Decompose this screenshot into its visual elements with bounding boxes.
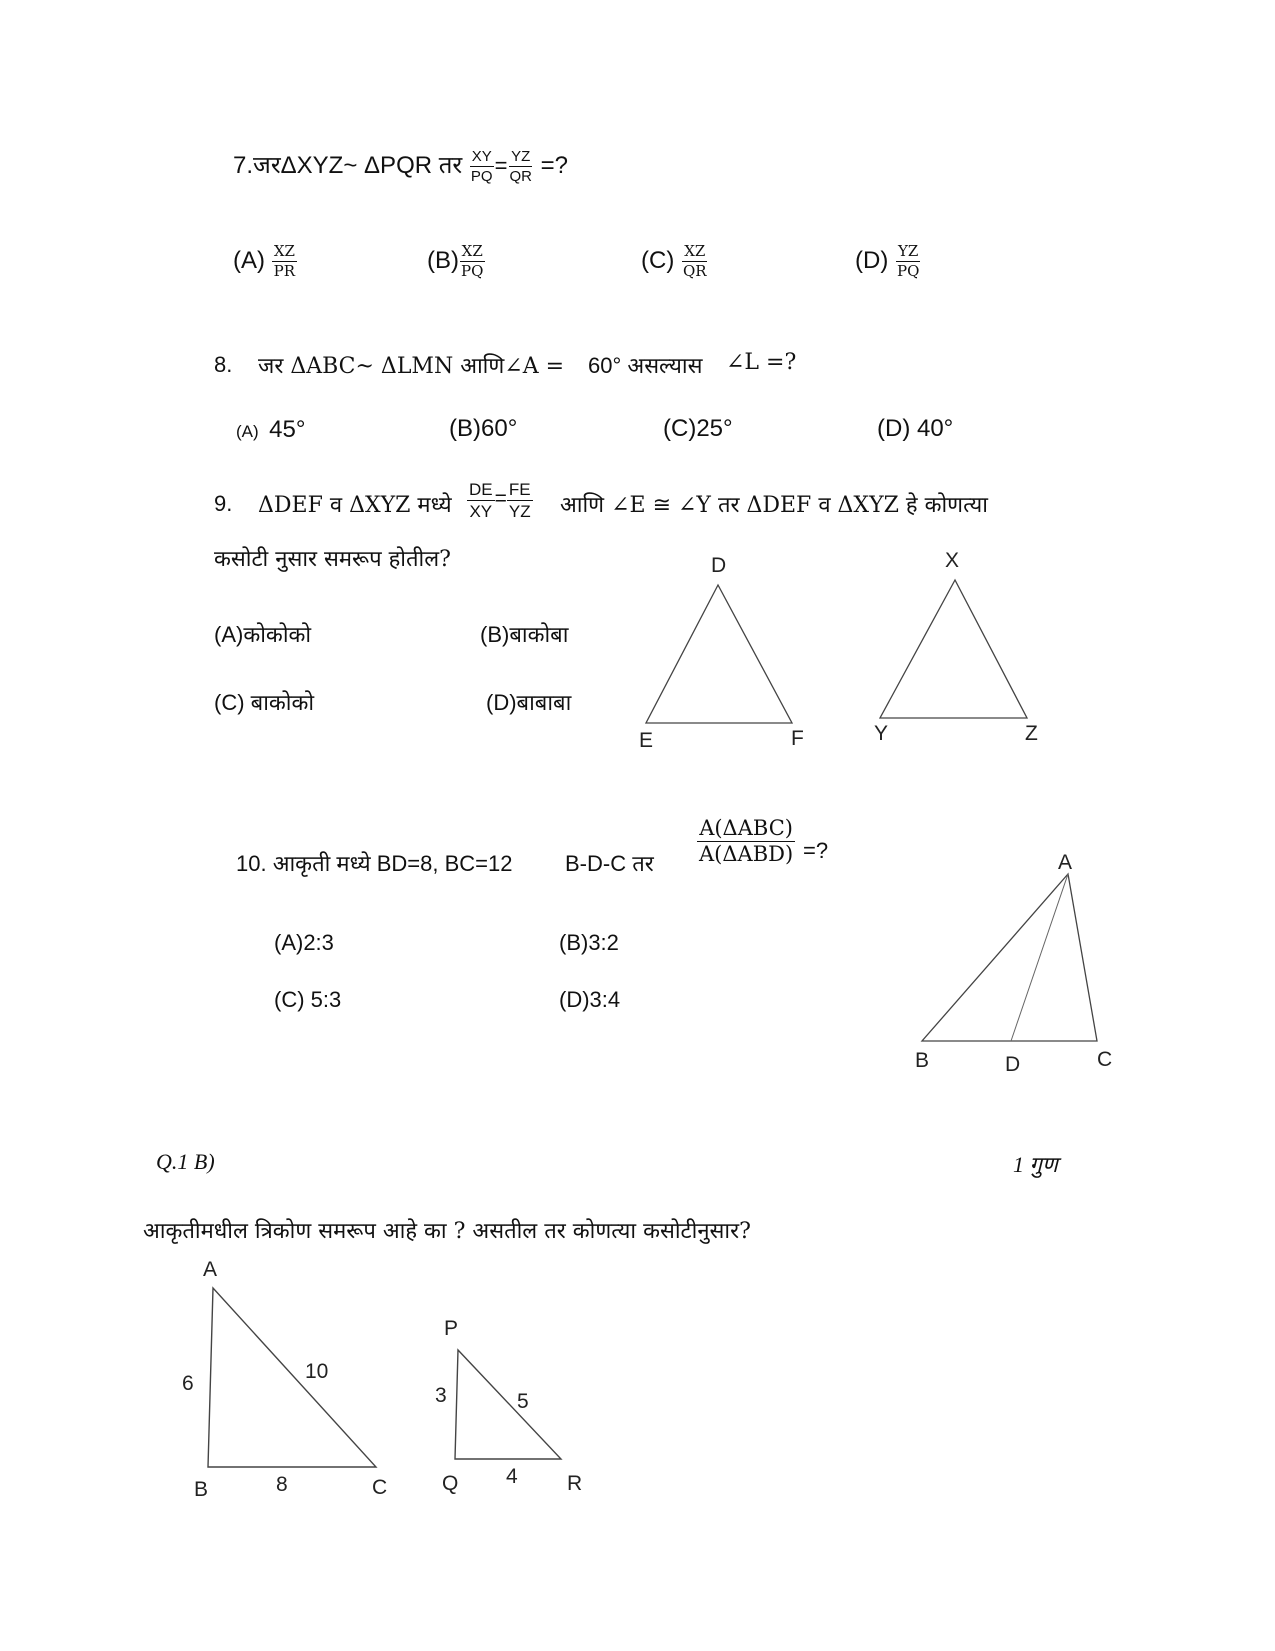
q10-option-d[interactable]: (D)3:4: [559, 987, 621, 1012]
q8-option-b[interactable]: (B)60°: [449, 415, 518, 442]
q7-option-c-label: (C): [641, 246, 675, 274]
segment-ad: [1011, 874, 1068, 1041]
q8-text-b: 60° असल्यास: [588, 353, 703, 378]
q9-f1-num: DE: [469, 480, 493, 499]
q7-option-a-label: (A): [233, 246, 265, 274]
label-p: P: [444, 1317, 459, 1340]
q8-option-c[interactable]: (C)25°: [663, 415, 733, 442]
q7-eq: =: [494, 153, 508, 178]
triangle-abc-q10: [922, 874, 1097, 1041]
side-bc-length: 8: [276, 1473, 288, 1496]
q7-f2-den: QR: [509, 168, 532, 186]
q7-option-b-label: (B): [427, 246, 459, 274]
triangle-abc-final: [208, 1288, 376, 1467]
q8-option-d[interactable]: (D) 40°: [877, 415, 954, 442]
triangle-abc-shape: [922, 874, 1097, 1041]
triangle-pqr-shape: [455, 1350, 561, 1459]
label-a-final: A: [203, 1258, 218, 1281]
label-f: F: [791, 727, 804, 750]
q7-f2-num: YZ: [511, 148, 531, 166]
q7-option-d-num: YZ: [898, 242, 919, 260]
label-r: R: [567, 1472, 583, 1495]
q9-option-d[interactable]: (D)बाबाबा: [486, 690, 572, 715]
section-label: Q.1 B): [156, 1149, 215, 1174]
q7-option-b-den: PQ: [461, 262, 484, 280]
q9-text-c: कसोटी नुसार समरूप होतील?: [214, 547, 451, 572]
q8-text-c: ∠L =?: [726, 350, 797, 375]
label-d-q10: D: [1005, 1053, 1021, 1076]
label-c-final: C: [372, 1476, 388, 1499]
q10-option-b[interactable]: (B)3:2: [559, 930, 619, 955]
q9-option-c[interactable]: (C) बाकोको: [214, 690, 315, 715]
q8-number: 8.: [214, 352, 233, 377]
q7-option-d-den: PQ: [897, 262, 920, 280]
q10-f-num: A(ΔABC): [699, 816, 793, 840]
q9-eq: =: [494, 486, 507, 510]
q8-text-a: जर ΔABC~ ΔLMN आणि∠A =: [258, 354, 565, 379]
side-pr-length: 5: [517, 1390, 529, 1413]
side-qr-length: 4: [506, 1465, 518, 1488]
q10-option-c[interactable]: (C) 5:3: [274, 987, 342, 1012]
q10-text-a: 10. आकृती मध्ये BD=8, BC=12: [236, 851, 513, 876]
label-d: D: [711, 554, 727, 577]
q7-f1-num: XY: [471, 148, 492, 166]
q7-suffix: =?: [540, 152, 568, 179]
label-q: Q: [442, 1472, 459, 1495]
label-z: Z: [1025, 722, 1038, 745]
q7-option-a-den: PR: [273, 262, 296, 280]
label-b-final: B: [194, 1478, 209, 1501]
q10-option-a[interactable]: (A)2:3: [274, 930, 334, 955]
side-pq-length: 3: [435, 1384, 447, 1407]
q9-number: 9.: [214, 491, 233, 516]
label-b-q10: B: [915, 1049, 930, 1072]
q9-f2-num: FE: [508, 480, 531, 499]
q9-text-a: ΔDEF व ΔXYZ मध्ये: [258, 493, 452, 518]
q10-suffix: =?: [803, 838, 829, 863]
q8-option-a-label: (A): [236, 422, 259, 441]
label-y: Y: [874, 722, 889, 745]
label-e: E: [639, 729, 654, 752]
q9-option-a[interactable]: (A)कोकोको: [214, 622, 312, 647]
q7-option-d-label: (D): [855, 246, 889, 274]
triangle-def-shape: [646, 585, 792, 723]
q7-option-b-num: XZ: [461, 242, 483, 260]
triangle-pqr: [455, 1350, 561, 1459]
q9-text-b: आणि ∠E ≅ ∠Y तर ΔDEF व ΔXYZ हे कोणत्या: [560, 493, 988, 518]
side-ab-length: 6: [182, 1372, 194, 1395]
triangle-xyz-shape: [880, 580, 1027, 718]
q8-option-a-value: 45°: [269, 416, 306, 443]
q7-prefix: 7.जरΔXYZ~ ΔPQR तर: [233, 152, 463, 179]
q9-f2-den: YZ: [508, 502, 531, 521]
triangle-xyz: [880, 580, 1027, 718]
triangle-abc-final-shape: [208, 1288, 376, 1467]
side-ac-length: 10: [305, 1360, 329, 1383]
q9-f1-den: XY: [469, 502, 493, 521]
label-a-q10: A: [1058, 851, 1073, 874]
section-marks: 1 गुण: [1013, 1152, 1058, 1177]
q7-option-c-den: QR: [683, 262, 707, 280]
q10-text-b: B-D-C तर: [565, 851, 654, 876]
q10-f-den: A(ΔABD): [699, 842, 794, 866]
q7-option-a-num: XZ: [273, 242, 295, 260]
q7-f1-den: PQ: [470, 168, 493, 186]
section-question: आकृतीमधील त्रिकोण समरूप आहे का ? असतील तर कोणत्या कसोटीनुसार?: [143, 1219, 751, 1244]
triangle-def: [646, 585, 792, 723]
label-c-q10: C: [1097, 1048, 1113, 1071]
q7-option-c-num: XZ: [684, 242, 706, 260]
q9-option-b[interactable]: (B)बाकोबा: [480, 622, 569, 647]
label-x: X: [945, 549, 960, 572]
